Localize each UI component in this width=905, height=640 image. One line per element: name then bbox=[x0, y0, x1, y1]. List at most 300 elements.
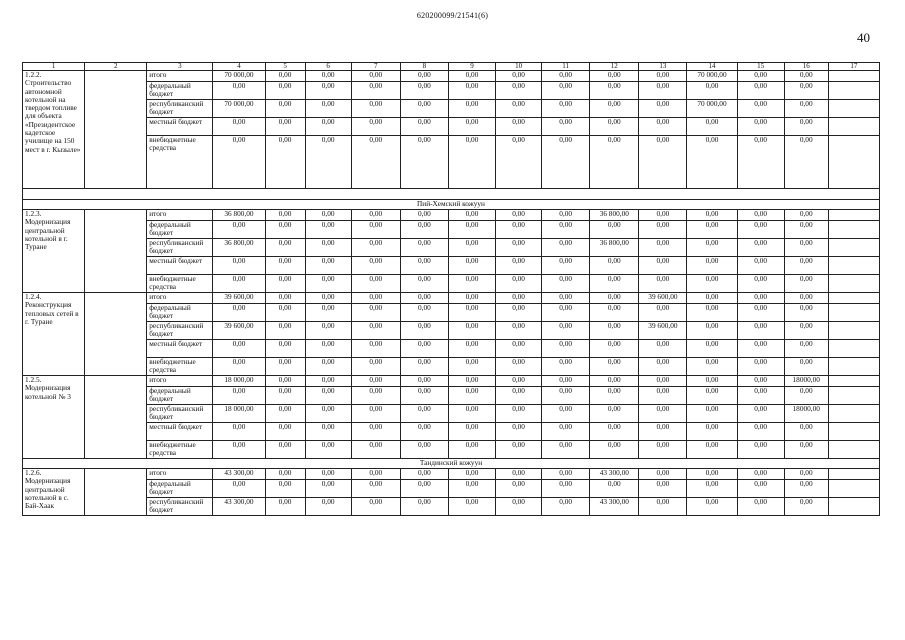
value-cell: 0,00 bbox=[737, 239, 784, 257]
value-cell: 0,00 bbox=[213, 441, 265, 459]
table-row bbox=[23, 275, 880, 293]
value-cell: 0,00 bbox=[687, 376, 737, 387]
funding-source: республиканский бюджет bbox=[147, 498, 213, 516]
value-cell: 0,00 bbox=[542, 82, 590, 100]
value-cell: 0,00 bbox=[590, 405, 639, 423]
value-cell: 0,00 bbox=[400, 118, 448, 136]
value-cell: 39 600,00 bbox=[639, 293, 687, 304]
value-cell: 0,00 bbox=[496, 118, 542, 136]
value-cell: 0,00 bbox=[687, 423, 737, 441]
value-cell: 0,00 bbox=[737, 221, 784, 239]
value-cell: 0,00 bbox=[542, 100, 590, 118]
value-cell: 0,00 bbox=[542, 340, 590, 358]
value-cell: 0,00 bbox=[265, 304, 305, 322]
value-cell: 18000,00 bbox=[784, 405, 828, 423]
value-cell: 0,00 bbox=[496, 423, 542, 441]
value-cell: 0,00 bbox=[737, 340, 784, 358]
value-cell: 0,00 bbox=[496, 469, 542, 480]
value-cell: 0,00 bbox=[265, 358, 305, 376]
funding-source: федеральный бюджет bbox=[147, 480, 213, 498]
value-cell: 0,00 bbox=[400, 82, 448, 100]
value-cell: 0,00 bbox=[639, 304, 687, 322]
value-cell: 0,00 bbox=[305, 405, 351, 423]
value-cell: 0,00 bbox=[305, 340, 351, 358]
value-cell: 39 600,00 bbox=[213, 322, 265, 340]
value-cell: 0,00 bbox=[351, 387, 400, 405]
value-cell: 0,00 bbox=[784, 210, 828, 221]
document-id: 620200099/21541(6) bbox=[416, 11, 489, 20]
value-cell: 0,00 bbox=[265, 405, 305, 423]
value-cell: 0,00 bbox=[496, 304, 542, 322]
value-cell: 0,00 bbox=[400, 71, 448, 82]
value-cell: 0,00 bbox=[400, 322, 448, 340]
value-cell: 0,00 bbox=[737, 100, 784, 118]
value-cell: 0,00 bbox=[590, 275, 639, 293]
value-cell: 0,00 bbox=[737, 480, 784, 498]
value-cell: 0,00 bbox=[784, 480, 828, 498]
value-cell: 0,00 bbox=[737, 293, 784, 304]
value-cell: 0,00 bbox=[590, 257, 639, 275]
value-cell: 0,00 bbox=[305, 257, 351, 275]
table-row bbox=[23, 257, 880, 275]
value-cell: 0,00 bbox=[351, 405, 400, 423]
value-cell: 0,00 bbox=[784, 498, 828, 516]
value-cell: 0,00 bbox=[590, 136, 639, 189]
column-header: 17 bbox=[828, 63, 879, 71]
value-cell: 0,00 bbox=[351, 221, 400, 239]
column-header: 6 bbox=[305, 63, 351, 71]
value-cell: 0,00 bbox=[351, 210, 400, 221]
value-cell: 0,00 bbox=[213, 136, 265, 189]
table-row bbox=[23, 469, 880, 480]
value-cell: 0,00 bbox=[448, 221, 495, 239]
value-cell: 0,00 bbox=[639, 358, 687, 376]
funding-source: республиканский бюджет bbox=[147, 239, 213, 257]
value-cell: 0,00 bbox=[351, 100, 400, 118]
value-cell: 0,00 bbox=[265, 387, 305, 405]
value-cell: 0,00 bbox=[542, 387, 590, 405]
col17-cell bbox=[828, 100, 879, 118]
value-cell: 0,00 bbox=[639, 498, 687, 516]
value-cell: 0,00 bbox=[542, 469, 590, 480]
value-cell: 0,00 bbox=[687, 322, 737, 340]
value-cell: 0,00 bbox=[305, 423, 351, 441]
value-cell: 36 800,00 bbox=[213, 210, 265, 221]
value-cell: 0,00 bbox=[265, 340, 305, 358]
value-cell: 0,00 bbox=[737, 210, 784, 221]
value-cell: 18 000,00 bbox=[213, 405, 265, 423]
value-cell: 0,00 bbox=[687, 118, 737, 136]
value-cell: 0,00 bbox=[213, 358, 265, 376]
value-cell: 0,00 bbox=[590, 340, 639, 358]
value-cell: 0,00 bbox=[351, 340, 400, 358]
value-cell: 0,00 bbox=[590, 423, 639, 441]
value-cell: 0,00 bbox=[305, 322, 351, 340]
column-header: 8 bbox=[400, 63, 448, 71]
value-cell: 0,00 bbox=[784, 257, 828, 275]
value-cell: 0,00 bbox=[496, 498, 542, 516]
value-cell: 0,00 bbox=[737, 82, 784, 100]
value-cell: 0,00 bbox=[784, 136, 828, 189]
value-cell: 0,00 bbox=[265, 293, 305, 304]
value-cell: 0,00 bbox=[687, 358, 737, 376]
value-cell: 0,00 bbox=[784, 441, 828, 459]
funding-source: федеральный бюджет bbox=[147, 304, 213, 322]
value-cell: 0,00 bbox=[687, 257, 737, 275]
value-cell: 39 600,00 bbox=[213, 293, 265, 304]
value-cell: 0,00 bbox=[448, 293, 495, 304]
value-cell: 0,00 bbox=[448, 100, 495, 118]
value-cell: 0,00 bbox=[542, 322, 590, 340]
table-row bbox=[23, 118, 880, 136]
value-cell: 0,00 bbox=[351, 82, 400, 100]
value-cell: 0,00 bbox=[400, 275, 448, 293]
value-cell: 0,00 bbox=[737, 387, 784, 405]
value-cell: 0,00 bbox=[400, 136, 448, 189]
value-cell: 0,00 bbox=[400, 387, 448, 405]
value-cell: 0,00 bbox=[448, 480, 495, 498]
value-cell: 0,00 bbox=[448, 210, 495, 221]
value-cell: 0,00 bbox=[687, 480, 737, 498]
value-cell: 0,00 bbox=[784, 340, 828, 358]
value-cell: 0,00 bbox=[400, 358, 448, 376]
funding-source: федеральный бюджет bbox=[147, 82, 213, 100]
value-cell: 0,00 bbox=[400, 498, 448, 516]
value-cell: 0,00 bbox=[542, 498, 590, 516]
value-cell: 0,00 bbox=[351, 376, 400, 387]
value-cell: 0,00 bbox=[448, 498, 495, 516]
table-row bbox=[23, 82, 880, 100]
value-cell: 0,00 bbox=[213, 387, 265, 405]
value-cell: 0,00 bbox=[737, 405, 784, 423]
value-cell: 0,00 bbox=[639, 441, 687, 459]
value-cell: 0,00 bbox=[496, 221, 542, 239]
value-cell: 0,00 bbox=[351, 257, 400, 275]
value-cell: 0,00 bbox=[737, 304, 784, 322]
section-title: Пий-Хемский кожуун bbox=[23, 200, 880, 210]
value-cell: 0,00 bbox=[784, 322, 828, 340]
col17-cell bbox=[828, 221, 879, 239]
value-cell: 0,00 bbox=[496, 100, 542, 118]
value-cell: 0,00 bbox=[265, 322, 305, 340]
value-cell: 0,00 bbox=[496, 293, 542, 304]
value-cell: 0,00 bbox=[448, 82, 495, 100]
value-cell: 0,00 bbox=[265, 71, 305, 82]
value-cell: 0,00 bbox=[687, 293, 737, 304]
value-cell: 0,00 bbox=[590, 441, 639, 459]
value-cell: 0,00 bbox=[590, 221, 639, 239]
col17-cell bbox=[828, 304, 879, 322]
value-cell: 0,00 bbox=[737, 469, 784, 480]
value-cell: 0,00 bbox=[496, 239, 542, 257]
value-cell: 0,00 bbox=[305, 210, 351, 221]
col2-cell bbox=[85, 469, 147, 516]
table-row bbox=[23, 441, 880, 459]
value-cell: 0,00 bbox=[448, 387, 495, 405]
value-cell: 0,00 bbox=[400, 293, 448, 304]
value-cell: 0,00 bbox=[448, 322, 495, 340]
col17-cell bbox=[828, 275, 879, 293]
table-row bbox=[23, 71, 880, 82]
value-cell: 0,00 bbox=[542, 257, 590, 275]
value-cell: 0,00 bbox=[213, 423, 265, 441]
value-cell: 0,00 bbox=[400, 239, 448, 257]
funding-source: местный бюджет bbox=[147, 340, 213, 358]
table-row bbox=[23, 376, 880, 387]
value-cell: 0,00 bbox=[496, 441, 542, 459]
value-cell: 0,00 bbox=[448, 257, 495, 275]
col17-cell bbox=[828, 340, 879, 358]
value-cell: 0,00 bbox=[542, 304, 590, 322]
value-cell: 0,00 bbox=[496, 82, 542, 100]
table-row bbox=[23, 340, 880, 358]
value-cell: 0,00 bbox=[351, 239, 400, 257]
value-cell: 0,00 bbox=[265, 82, 305, 100]
value-cell: 0,00 bbox=[784, 304, 828, 322]
value-cell: 0,00 bbox=[590, 293, 639, 304]
funding-source: итого bbox=[147, 469, 213, 480]
col17-cell bbox=[828, 376, 879, 387]
value-cell: 0,00 bbox=[305, 387, 351, 405]
col17-cell bbox=[828, 71, 879, 82]
value-cell: 0,00 bbox=[305, 275, 351, 293]
value-cell: 0,00 bbox=[687, 239, 737, 257]
value-cell: 36 800,00 bbox=[590, 239, 639, 257]
value-cell: 0,00 bbox=[687, 136, 737, 189]
table-row bbox=[23, 100, 880, 118]
value-cell: 0,00 bbox=[590, 376, 639, 387]
value-cell: 0,00 bbox=[448, 239, 495, 257]
value-cell: 0,00 bbox=[639, 118, 687, 136]
table-row bbox=[23, 239, 880, 257]
value-cell: 0,00 bbox=[542, 210, 590, 221]
column-header: 4 bbox=[213, 63, 265, 71]
value-cell: 0,00 bbox=[265, 480, 305, 498]
column-header: 1 bbox=[23, 63, 85, 71]
value-cell: 0,00 bbox=[351, 423, 400, 441]
col17-cell bbox=[828, 480, 879, 498]
column-header: 10 bbox=[496, 63, 542, 71]
value-cell: 43 300,00 bbox=[213, 469, 265, 480]
value-cell: 0,00 bbox=[590, 82, 639, 100]
value-cell: 0,00 bbox=[542, 239, 590, 257]
value-cell: 0,00 bbox=[542, 275, 590, 293]
value-cell: 0,00 bbox=[400, 100, 448, 118]
value-cell: 0,00 bbox=[400, 221, 448, 239]
value-cell: 0,00 bbox=[448, 469, 495, 480]
col17-cell bbox=[828, 469, 879, 480]
value-cell: 0,00 bbox=[448, 423, 495, 441]
funding-source: республиканский бюджет bbox=[147, 405, 213, 423]
value-cell: 0,00 bbox=[496, 340, 542, 358]
value-cell: 39 600,00 bbox=[639, 322, 687, 340]
value-cell: 0,00 bbox=[542, 221, 590, 239]
value-cell: 0,00 bbox=[639, 136, 687, 189]
value-cell: 0,00 bbox=[542, 441, 590, 459]
table-row bbox=[23, 304, 880, 322]
value-cell: 0,00 bbox=[305, 71, 351, 82]
value-cell: 0,00 bbox=[737, 118, 784, 136]
value-cell: 0,00 bbox=[265, 441, 305, 459]
value-cell: 0,00 bbox=[351, 275, 400, 293]
funding-source: местный бюджет bbox=[147, 423, 213, 441]
budget-table bbox=[22, 62, 880, 516]
table-row bbox=[23, 480, 880, 498]
value-cell: 0,00 bbox=[448, 136, 495, 189]
value-cell: 0,00 bbox=[590, 304, 639, 322]
funding-source: итого bbox=[147, 71, 213, 82]
value-cell: 0,00 bbox=[496, 387, 542, 405]
col17-cell bbox=[828, 423, 879, 441]
table-row bbox=[23, 498, 880, 516]
value-cell: 0,00 bbox=[351, 358, 400, 376]
col17-cell bbox=[828, 498, 879, 516]
table-row bbox=[23, 136, 880, 189]
column-header: 2 bbox=[85, 63, 147, 71]
value-cell: 0,00 bbox=[400, 257, 448, 275]
value-cell: 18000,00 bbox=[784, 376, 828, 387]
funding-source: внебюджетные средства bbox=[147, 441, 213, 459]
column-header: 11 bbox=[542, 63, 590, 71]
value-cell: 0,00 bbox=[400, 423, 448, 441]
value-cell: 43 300,00 bbox=[590, 469, 639, 480]
value-cell: 0,00 bbox=[687, 221, 737, 239]
project-name: 1.2.5. Модернизация котельной № 3 bbox=[23, 376, 85, 459]
value-cell: 0,00 bbox=[639, 423, 687, 441]
value-cell: 0,00 bbox=[687, 469, 737, 480]
value-cell: 0,00 bbox=[784, 118, 828, 136]
value-cell: 0,00 bbox=[639, 387, 687, 405]
value-cell: 0,00 bbox=[265, 221, 305, 239]
column-header: 9 bbox=[448, 63, 495, 71]
table-row bbox=[23, 221, 880, 239]
value-cell: 0,00 bbox=[351, 71, 400, 82]
value-cell: 0,00 bbox=[737, 498, 784, 516]
value-cell: 0,00 bbox=[590, 387, 639, 405]
table-row bbox=[23, 387, 880, 405]
value-cell: 0,00 bbox=[496, 136, 542, 189]
value-cell: 0,00 bbox=[448, 118, 495, 136]
col17-cell bbox=[828, 136, 879, 189]
value-cell: 0,00 bbox=[496, 275, 542, 293]
value-cell: 0,00 bbox=[213, 340, 265, 358]
col17-cell bbox=[828, 405, 879, 423]
value-cell: 0,00 bbox=[448, 304, 495, 322]
value-cell: 0,00 bbox=[265, 257, 305, 275]
value-cell: 0,00 bbox=[542, 293, 590, 304]
value-cell: 0,00 bbox=[305, 358, 351, 376]
value-cell: 0,00 bbox=[639, 239, 687, 257]
blank-row bbox=[23, 189, 880, 200]
value-cell: 0,00 bbox=[448, 340, 495, 358]
funding-source: итого bbox=[147, 376, 213, 387]
value-cell: 0,00 bbox=[448, 358, 495, 376]
value-cell: 0,00 bbox=[639, 210, 687, 221]
funding-source: итого bbox=[147, 210, 213, 221]
blank-cell bbox=[23, 189, 880, 200]
column-header: 7 bbox=[351, 63, 400, 71]
value-cell: 0,00 bbox=[305, 82, 351, 100]
value-cell: 0,00 bbox=[400, 441, 448, 459]
value-cell: 18 000,00 bbox=[213, 376, 265, 387]
value-cell: 0,00 bbox=[448, 405, 495, 423]
value-cell: 36 800,00 bbox=[213, 239, 265, 257]
table-row bbox=[23, 423, 880, 441]
value-cell: 0,00 bbox=[639, 340, 687, 358]
value-cell: 0,00 bbox=[737, 322, 784, 340]
value-cell: 0,00 bbox=[590, 322, 639, 340]
col17-cell bbox=[828, 239, 879, 257]
value-cell: 0,00 bbox=[639, 71, 687, 82]
value-cell: 0,00 bbox=[737, 423, 784, 441]
col17-cell bbox=[828, 257, 879, 275]
value-cell: 0,00 bbox=[351, 469, 400, 480]
project-name: 1.2.2. Строительство автономной котельной на твердом топливе для объекта «Президентское кадетское училище на 150 мест в г. Кызыле» bbox=[23, 71, 85, 189]
value-cell: 0,00 bbox=[784, 275, 828, 293]
value-cell: 0,00 bbox=[639, 405, 687, 423]
value-cell: 0,00 bbox=[542, 136, 590, 189]
page-number: 40 bbox=[857, 30, 870, 45]
value-cell: 0,00 bbox=[737, 136, 784, 189]
value-cell: 0,00 bbox=[265, 136, 305, 189]
project-name: 1.2.6. Модернизация центральной котельной в с. Бай-Хаак bbox=[23, 469, 85, 516]
value-cell: 0,00 bbox=[687, 275, 737, 293]
value-cell: 0,00 bbox=[496, 210, 542, 221]
value-cell: 0,00 bbox=[784, 358, 828, 376]
value-cell: 0,00 bbox=[305, 221, 351, 239]
value-cell: 0,00 bbox=[351, 441, 400, 459]
value-cell: 0,00 bbox=[590, 358, 639, 376]
value-cell: 70 000,00 bbox=[213, 100, 265, 118]
value-cell: 0,00 bbox=[265, 210, 305, 221]
project-name: 1.2.3. Модернизация центральной котельной в г. Туране bbox=[23, 210, 85, 293]
col17-cell bbox=[828, 293, 879, 304]
col2-cell bbox=[85, 210, 147, 293]
value-cell: 0,00 bbox=[784, 71, 828, 82]
value-cell: 0,00 bbox=[305, 136, 351, 189]
funding-source: республиканский бюджет bbox=[147, 100, 213, 118]
value-cell: 0,00 bbox=[639, 257, 687, 275]
value-cell: 0,00 bbox=[305, 239, 351, 257]
value-cell: 0,00 bbox=[305, 469, 351, 480]
column-header: 16 bbox=[784, 63, 828, 71]
value-cell: 0,00 bbox=[265, 100, 305, 118]
funding-source: федеральный бюджет bbox=[147, 387, 213, 405]
value-cell: 0,00 bbox=[737, 358, 784, 376]
value-cell: 0,00 bbox=[213, 275, 265, 293]
value-cell: 0,00 bbox=[737, 71, 784, 82]
col17-cell bbox=[828, 82, 879, 100]
col2-cell bbox=[85, 71, 147, 189]
value-cell: 0,00 bbox=[542, 405, 590, 423]
value-cell: 43 300,00 bbox=[213, 498, 265, 516]
value-cell: 0,00 bbox=[590, 100, 639, 118]
value-cell: 0,00 bbox=[496, 257, 542, 275]
value-cell: 0,00 bbox=[213, 221, 265, 239]
value-cell: 0,00 bbox=[213, 257, 265, 275]
value-cell: 0,00 bbox=[400, 376, 448, 387]
value-cell: 0,00 bbox=[305, 293, 351, 304]
value-cell: 0,00 bbox=[687, 498, 737, 516]
value-cell: 0,00 bbox=[448, 441, 495, 459]
value-cell: 0,00 bbox=[265, 469, 305, 480]
value-cell: 0,00 bbox=[496, 322, 542, 340]
value-cell: 0,00 bbox=[400, 469, 448, 480]
funding-source: местный бюджет bbox=[147, 118, 213, 136]
col2-cell bbox=[85, 376, 147, 459]
value-cell: 0,00 bbox=[784, 221, 828, 239]
col17-cell bbox=[828, 322, 879, 340]
